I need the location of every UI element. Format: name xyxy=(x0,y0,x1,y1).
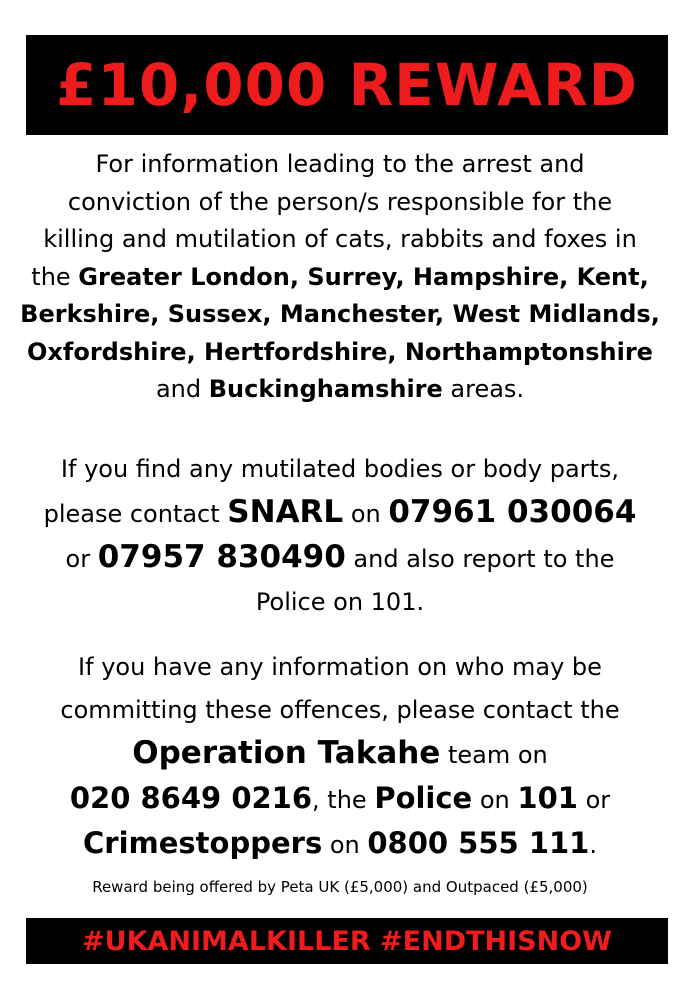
info-text: . xyxy=(589,831,597,859)
crimestoppers-label: Crimestoppers xyxy=(83,826,323,860)
hashtag-banner xyxy=(26,918,668,964)
intro-line: For information leading to the arrest and xyxy=(95,150,585,178)
bodies-text: and also report to the xyxy=(345,545,615,573)
area-list: Oxfordshire, Hertfordshire, Northamptonshire xyxy=(27,337,653,366)
info-text: on xyxy=(322,831,368,859)
info-text: or xyxy=(577,786,611,814)
info-line: committing these offences, please contact the xyxy=(60,696,620,724)
snarl-contact-line xyxy=(20,491,660,536)
information-contact-paragraph xyxy=(20,646,660,867)
police-number: 101 xyxy=(517,781,578,815)
area-list: Greater London, Surrey, Hampshire, Kent, xyxy=(78,262,649,291)
info-text: on xyxy=(472,786,518,814)
crimestoppers-number: 0800 555 111 xyxy=(367,826,590,860)
intro-line-areas-final xyxy=(20,371,660,409)
bodies-line: If you find any mutilated bodies or body parts, xyxy=(60,455,620,483)
area-list: Buckinghamshire xyxy=(208,375,443,403)
bodies-text: please contact xyxy=(43,500,228,528)
intro-paragraph xyxy=(20,146,660,409)
intro-line-areas-1 xyxy=(20,259,660,297)
operation-phone-line xyxy=(20,777,660,822)
bodies-line: Police on 101. xyxy=(255,588,425,616)
crimestoppers-line xyxy=(20,822,660,867)
intro-line: conviction of the person/s responsible for the xyxy=(67,187,613,216)
snarl-contact-line-2 xyxy=(20,536,660,581)
reward-title: £10,000 REWARD xyxy=(56,51,638,119)
info-text: , the xyxy=(312,786,375,814)
hashtags: #UKANIMALKILLER #ENDTHISNOW xyxy=(82,925,612,957)
info-line: If you have any information on who may be xyxy=(78,653,602,681)
intro-text: the xyxy=(31,262,79,291)
reward-banner xyxy=(26,35,668,135)
snarl-name: SNARL xyxy=(227,494,344,530)
info-text: team on xyxy=(440,741,548,769)
bodies-text: or xyxy=(65,545,98,573)
operation-name: Operation Takahe xyxy=(132,735,441,771)
police-label: Police xyxy=(374,781,473,815)
bodies-text: on xyxy=(343,500,389,528)
operation-phone: 020 8649 0216 xyxy=(69,781,313,815)
bodies-contact-paragraph xyxy=(20,448,660,624)
snarl-phone-1: 07961 030064 xyxy=(388,494,637,530)
area-list: Berkshire, Sussex, Manchester, West Midlands, xyxy=(20,300,660,328)
intro-text: areas. xyxy=(442,375,525,403)
snarl-phone-2: 07957 830490 xyxy=(97,539,346,575)
reward-sponsors-note: Reward being offered by Peta UK (£5,000) and Outpaced (£5,000) xyxy=(92,878,588,896)
intro-line: killing and mutilation of cats, rabbits and foxes in xyxy=(43,225,637,253)
intro-text: and xyxy=(155,375,209,403)
operation-line xyxy=(20,732,660,777)
